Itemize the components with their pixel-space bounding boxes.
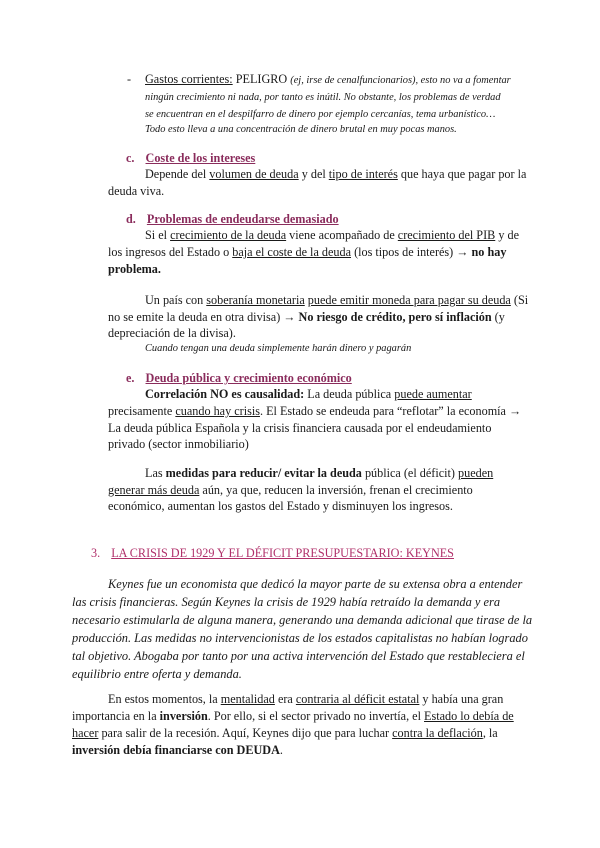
correlacion: Correlación NO es causalidad: [145,387,305,401]
text: y de [495,228,519,242]
keynes-line-1: Keynes fue un economista que dedicó la mayor parte de su extensa obra a entender [108,577,523,591]
heading-c-title: Coste de los intereses [145,151,256,165]
sec-e-line-4: privado (sector inmobiliario) [108,437,249,451]
sec-c-line-2: deuda viva. [108,184,165,198]
keynes-para-line-2 [72,708,514,725]
sec-e-line-2 [108,403,521,420]
text: Las [145,466,166,480]
crecimiento-deuda: crecimiento de la deuda [170,228,287,242]
text: no se emite la deuda en otra divisa) → [108,310,299,324]
gastos-title: Gastos corrientes: [145,72,233,86]
no-hay: no hay [471,245,507,259]
tipo-interes: tipo de interés [328,167,398,181]
heading-3-number: 3. [91,546,101,560]
text: y del [298,167,329,181]
sec-e-line-6 [108,482,473,499]
heading-d-title: Problemas de endeudarse demasiado [146,212,339,226]
text: (Si [510,293,529,307]
no-riesgo: No riesgo de crédito, pero sí inflación [298,310,492,324]
inversion-deuda: inversión debía financiarse con DEUDA [72,743,280,757]
sec-c-line-1 [145,166,526,183]
heading-e-title: Deuda pública y crecimiento económico [145,371,352,385]
keynes-line-4: producción. Las medidas no intervencionistas de los estados capitalistas no habían logrado [72,631,528,645]
text: , la [482,726,498,740]
sec-d-line-3: problema. [108,262,161,276]
text: . Por ello, si el sector privado no invertía, el [207,709,425,723]
contraria-deficit: contraria al déficit estatal [295,692,420,706]
text: La deuda pública [304,387,395,401]
keynes-line-3: necesario estimularla de alguna manera, generando una demanda adicional que tirase de la [72,613,533,627]
volumen-deuda: volumen de deuda [209,167,299,181]
heading-d [126,211,339,228]
keynes-line-6: equilibrio entre oferta y demanda. [72,667,242,681]
text: para salir de la recesión. Aquí, Keynes dijo que para luchar [98,726,393,740]
gastos-lead: PELIGRO [235,72,288,86]
soberania-monetaria: soberanía monetaria [206,293,305,307]
inversion: inversión [159,709,208,723]
text: Si el [145,228,171,242]
heading-3-title: LA CRISIS DE 1929 Y EL DÉFICIT PRESUPUESTARIO: KEYNES [111,546,454,560]
heading-c [126,150,255,167]
generar-deuda: generar más deuda [108,483,200,497]
text: aún, ya que, reducen la inversión, frenan el crecimiento [199,483,473,497]
text: pública (el déficit) [361,466,459,480]
estado-debia: Estado lo debía de [424,709,514,723]
keynes-line-5: tal objetivo. Abogaba por tanto por una activa intervención del Estado que restableciera el [72,649,525,663]
text: viene acompañado de [286,228,398,242]
text: precisamente [108,404,176,418]
emitir-moneda: puede emitir moneda para pagar su deuda [307,293,511,307]
hacer: hacer [72,726,99,740]
medidas: medidas para reducir/ evitar la deuda [165,466,362,480]
keynes-para-line-4 [72,742,283,759]
baja-coste: baja el coste de la deuda [232,245,352,259]
gastos-line-2: ningún crecimiento ni nada, por tanto es inútil. No obstante, los problemas de verdad [145,92,501,103]
heading-e-letter: e. [126,371,135,385]
text: . [279,743,283,757]
contra-deflacion: contra la deflación [392,726,483,740]
keynes-para-line-1 [108,691,503,708]
gastos-line-3: se encuentran en el despilfarro de dinero por ejemplo cercanías, tema urbanístico… [145,109,496,120]
puede-aumentar: puede aumentar [394,387,472,401]
pueden: pueden [458,466,494,480]
gastos-line-1 [145,71,511,90]
text: Un país con [145,293,207,307]
sec-d-line-4 [145,292,528,309]
keynes-line-2: las crisis financieras. Según Keynes la crisis de 1929 había retraído la demanda y era [72,595,501,609]
sec-d-line-6: depreciación de la divisa). [108,326,236,340]
text: que haya que pagar por la [397,167,527,181]
sec-d-line-2 [108,244,506,261]
gastos-paren: (ej, irse de cenalfuncionarios), esto no va a fomentar [290,75,511,86]
text: y había una gran [419,692,504,706]
sec-e-line-5 [145,465,493,482]
text: los ingresos del Estado o [108,245,233,259]
text: . El Estado se endeuda para “reflotar” la economía → [259,404,522,418]
sec-e-line-3: La deuda pública Española y la crisis financiera causada por el endeudamiento [108,421,492,435]
sec-d-line-5 [108,309,505,326]
sec-e-line-7: económico, aumentan los gastos del Estado y disminuyen los ingresos. [108,499,453,513]
text: Depende del [145,167,210,181]
gastos-line-4: Todo esto lleva a una concentración de dinero brutal en muy pocas manos. [145,124,457,135]
heading-e [126,370,352,387]
text: En estos momentos, la [108,692,221,706]
keynes-para-line-3 [72,725,498,742]
cuando-crisis: cuando hay crisis [175,404,260,418]
text: (y [491,310,505,324]
crecimiento-pib: crecimiento del PIB [397,228,496,242]
heading-c-letter: c. [126,151,135,165]
sec-e-line-1 [145,386,472,403]
mentalidad: mentalidad [220,692,275,706]
sec-d-line-1 [145,227,519,244]
heading-d-letter: d. [126,212,136,226]
text: (los tipos de interés) → [351,245,472,259]
sec-d-note: Cuando tengan una deuda simplemente harán dinero y pagarán [145,343,412,354]
text: era [274,692,296,706]
text: importancia en la [72,709,160,723]
bullet-dash: - [127,72,132,86]
heading-section-3 [91,545,454,562]
